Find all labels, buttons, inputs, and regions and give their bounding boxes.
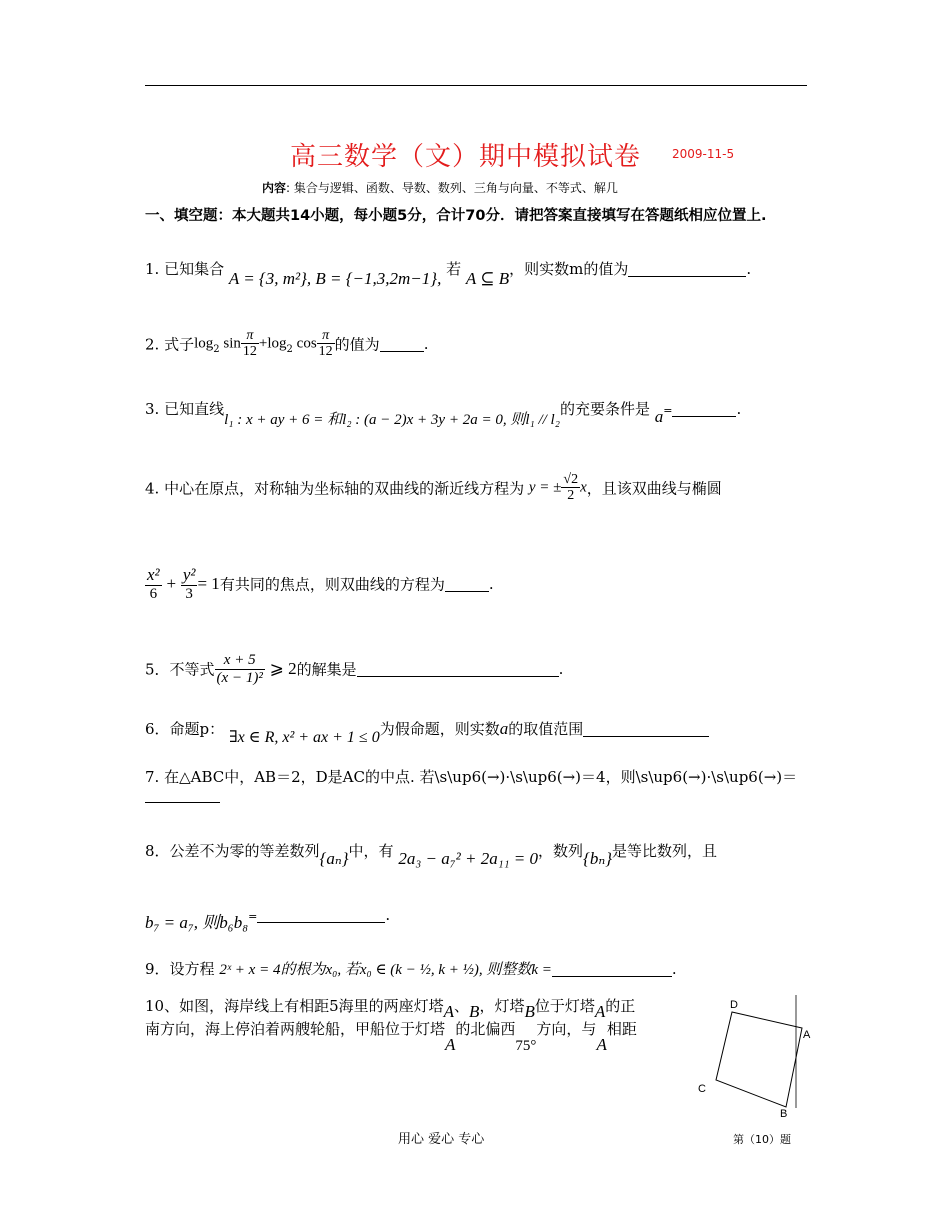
q9-math: 2ˣ + x = 4的根为x₀, 若x₀ ∈ (k − ½, k + ½), 则整数k = — [219, 962, 552, 978]
question-10-line1: 10、如图，海岸线上有相距5海里的两座灯塔A、B，灯塔B位于灯塔A的正 — [145, 997, 636, 1021]
content-label: 内容 — [262, 181, 287, 195]
q6-suffix: 为假命题，则实数 — [379, 720, 500, 738]
lighthouse-figure — [690, 990, 820, 1130]
question-1 — [145, 258, 752, 288]
q1-prefix: 1. 已知集合 — [145, 260, 225, 278]
q1-mid: 若 — [446, 260, 462, 278]
label-a: A — [803, 1029, 811, 1041]
q1-end: . — [746, 260, 752, 278]
q2-frac1: $\frac{\pi}{12}$ — [242, 328, 257, 360]
q4b-suffix: 有共同的焦点，则双曲线的方程为 — [219, 575, 445, 594]
question-7 — [145, 766, 797, 787]
q8-math: 2a₃ − a₇² + 2a₁₁ = 0 — [398, 849, 538, 868]
answer-blank[interactable] — [257, 907, 385, 923]
q6-math: ∃x ∈ R, x² + ax + 1 ≤ 0 — [228, 729, 380, 746]
q8b-math: b₇ = a₇, 则b₆b₈ — [145, 913, 249, 932]
exam-date: 2009-11-5 — [672, 147, 735, 161]
content-line — [262, 179, 618, 196]
question-4-cont: $\frac{\text{x²}}{6}$ + $\frac{\text{y²}}{3}$ = 1有共同的焦点，则双曲线的方程为 . — [147, 565, 494, 602]
label-d: D — [730, 999, 738, 1011]
q1-cond: A ⊆ B — [465, 269, 510, 288]
q3-var: a — [654, 407, 664, 426]
figure-caption: 第（10）题 — [733, 1133, 791, 1146]
answer-blank[interactable] — [445, 576, 489, 592]
q2-sin: sin — [223, 335, 241, 352]
q2-cos: cos — [296, 335, 317, 352]
q5-frac: $\frac{x + 5}{\text{(x − 1)²}}$ — [216, 652, 263, 686]
q2-prefix: 2. 式子 — [145, 335, 195, 354]
q2-plus-log: +log — [258, 335, 287, 352]
q1-math: A = {3, m²}, B = {−1,3,2m−1}, — [228, 269, 442, 288]
answer-blank[interactable] — [672, 401, 736, 417]
q3-math: l₁ : x + ay + 6 = 和l₂ : (a − 2)x + 3y + 2a = 0, 则l₁ // l₂ — [224, 412, 560, 428]
q2-base: 2 — [213, 343, 220, 355]
q6-prefix: 6．命题p： — [145, 720, 225, 738]
answer-blank[interactable] — [380, 336, 424, 352]
q1-suffix: ，则实数m的值为 — [509, 260, 629, 278]
quadrilateral — [716, 1012, 802, 1107]
question-4: 4. 中心在原点，对称轴为坐标轴的双曲线的渐近线方程为 y = ± $\frac{√2}{2}$ x，且该双曲线与椭圆 — [145, 472, 722, 504]
question-10-line2: 南方向，海上停泊着两艘轮船，甲船位于灯塔A的北偏西75°方向，与A相距 — [145, 1020, 637, 1054]
question-8-cont: b₇ = a₇, 则b₆b₈= . — [145, 906, 391, 932]
q8-prefix: 8．公差不为零的等差数列 — [145, 842, 320, 860]
q5-suffix: 的解集是 — [296, 660, 357, 679]
question-2: 2. 式子$\log_2 \sin$ $\frac{\pi}{12}$ $+\log_2$ cos $\frac{\pi}{12}$ 的值为 . — [145, 328, 429, 360]
q2-suffix: 的值为 — [334, 335, 380, 354]
question-8: 8．公差不为零的等差数列{aₙ}中，有 2a₃ − a₇² + 2a₁₁ = 0，数列{bₙ}是等比数列，且 — [145, 842, 718, 868]
q3-suffix: 的充要条件是 — [559, 400, 650, 418]
answer-blank[interactable] — [628, 261, 746, 277]
answer-blank[interactable] — [552, 961, 672, 977]
top-rule — [145, 85, 807, 86]
q2-log: log — [194, 335, 214, 352]
q4-suffix: ，且该双曲线与椭圆 — [586, 479, 722, 498]
q4-prefix: 4. 中心在原点，对称轴为坐标轴的双曲线的渐近线方程为 — [145, 479, 525, 498]
question-6: 6．命题p： ∃x ∈ R, x² + ax + 1 ≤ 0为假命题，则实数a的取值范围 — [145, 718, 709, 739]
answer-blank[interactable] — [145, 802, 220, 803]
q5-prefix: 5．不等式 — [145, 660, 215, 679]
answer-blank[interactable] — [583, 721, 709, 737]
page-footer: 用心 爱心 专心 — [398, 1132, 485, 1147]
q2-frac2: $\frac{\pi}{12}$ — [318, 328, 333, 360]
q4-frac: $\frac{√2}{2}$ — [563, 472, 579, 504]
content-text: : 集合与逻辑、函数、导数、数列、三角与向量、不等式、解几 — [286, 181, 618, 195]
question-5: 5．不等式 $\frac{x + 5}{\text{(x − 1)²}}$ ⩾ 2的解集是 . — [145, 652, 564, 686]
q7-text: 7. 在△ABC中，AB＝2，D是AC的中点. 若\s\up6(→)·\s\up6(→)＝4，则\s\up6(→)·\s\up6(→)＝ — [145, 768, 798, 786]
label-b: B — [780, 1108, 788, 1120]
q9-prefix: 9．设方程 — [145, 960, 215, 978]
q4-lhs: y = ± — [528, 479, 562, 496]
answer-blank[interactable] — [357, 661, 559, 677]
question-3: 3. 已知直线l₁ : x + ay + 6 = 和l₂ : (a − 2)x + 3y + 2a = 0, 则l₁ // l₂的充要条件是 a= . — [145, 400, 742, 428]
section-heading: 一、填空题：本大题共14小题，每小题5分，合计70分．请把答案直接填写在答题纸相应位置上. — [145, 208, 767, 224]
question-9: 9．设方程 2ˣ + x = 4的根为x₀, 若x₀ ∈ (k − ½, k + ½), 则整数k = . — [145, 960, 677, 978]
label-c: C — [698, 1083, 706, 1095]
q3-prefix: 3. 已知直线 — [145, 400, 225, 418]
page-title: 高三数学（文）期中模拟试卷 — [290, 142, 642, 172]
